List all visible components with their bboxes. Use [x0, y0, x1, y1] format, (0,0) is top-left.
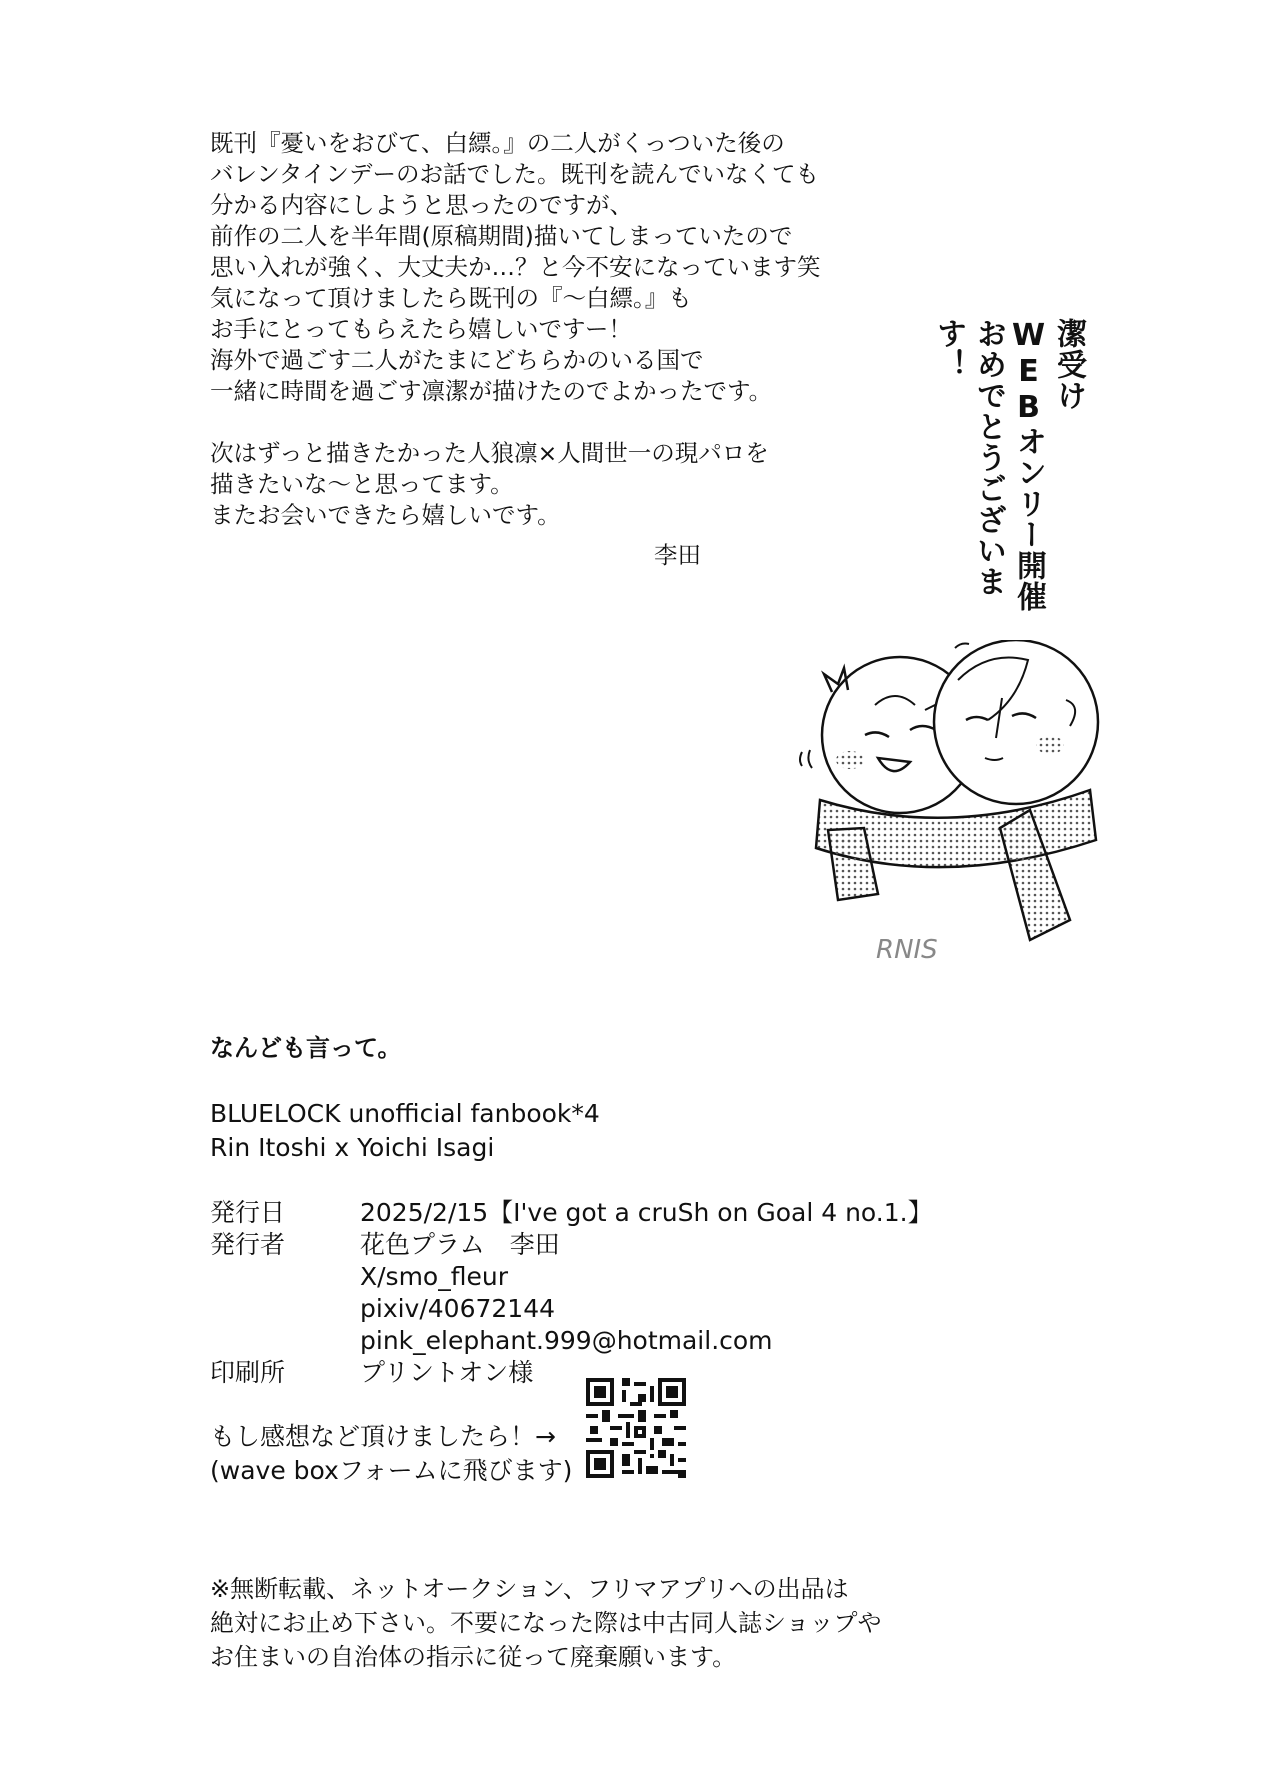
afterword-line: 描きたいな〜と思ってます。 — [210, 470, 514, 498]
celebration-line: おめでとうございます！ — [931, 318, 1006, 597]
afterword-paragraph-1 — [210, 128, 890, 407]
afterword-line: 気になって頂けましたら既刊の『〜白縹。』も — [210, 284, 692, 312]
info-value: pixiv/40672144 — [360, 1294, 556, 1323]
afterword-line: またお会いできたら嬉しいです。 — [210, 501, 561, 529]
info-value: 2025/2/15【I've got a cruSh on Goal 4 no.1.】 — [360, 1198, 933, 1227]
colophon — [210, 1028, 1110, 1389]
celebration-message — [928, 318, 1088, 658]
afterword-line: 前作の二人を半年間(原稿期間)描いてしまっていたので — [210, 222, 793, 250]
info-label: 発行日 — [210, 1198, 286, 1227]
afterword — [210, 128, 890, 562]
afterword-line: 海外で過ごす二人がたまにどちらかのいる国で — [210, 346, 704, 374]
afterword-line: バレンタインデーのお話でした。既刊を読んでいなくても — [210, 160, 820, 188]
book-subtitle-line: Rin Itoshi x Yoichi Isagi — [210, 1133, 495, 1162]
info-label — [210, 1293, 360, 1325]
info-label: 発行者 — [210, 1230, 286, 1259]
table-row — [210, 1325, 933, 1357]
table-row — [210, 1229, 933, 1261]
afterword-line: 次はずっと描きたかった人狼凛×人間世一の現パロを — [210, 439, 769, 467]
afterword-line: 既刊『憂いをおびて、白縹。』の二人がくっついた後の — [210, 129, 785, 157]
book-subtitle — [210, 1097, 1110, 1165]
notice-line: 絶対にお止め下さい。不要になった際は中古同人誌ショップや — [210, 1609, 882, 1637]
table-row — [210, 1293, 933, 1325]
publication-info-table — [210, 1197, 933, 1389]
afterword-line: お手にとってもらえたら嬉しいですー！ — [210, 315, 632, 343]
afterword-line: 思い入れが強く、大丈夫か…？と今不安になっています笑 — [210, 253, 821, 281]
table-row — [210, 1357, 933, 1389]
afterword-paragraph-2 — [210, 438, 890, 531]
info-value: pink_elephant.999@hotmail.com — [360, 1326, 773, 1355]
afterword-line: 一緒に時間を過ごす凛潔が描けたのでよかったです。 — [210, 377, 773, 405]
feedback-line: もし感想など頂けましたら！→ — [210, 1422, 556, 1451]
book-title: なんども言って。 — [210, 1034, 402, 1062]
notice-line: お住まいの自治体の指示に従って廃棄願います。 — [210, 1643, 737, 1671]
notice-line: ※無断転載、ネットオークション、フリマアプリへの出品は — [210, 1575, 849, 1603]
celebration-line: WEBオンリー開催 — [1011, 318, 1046, 612]
feedback-line: (wave boxフォームに飛びます) — [210, 1456, 573, 1485]
info-label — [210, 1261, 360, 1293]
book-subtitle-line: BLUELOCK unofficial fanbook*4 — [210, 1099, 600, 1128]
chibi-rin-isagi-scarf-illustration — [780, 640, 1130, 980]
author-signature: 李田 — [654, 541, 701, 569]
illustration-caption: RNIS — [876, 935, 938, 965]
info-value: 花色プラム 李田 — [360, 1230, 560, 1259]
qr-code-icon[interactable] — [586, 1378, 686, 1478]
notice — [210, 1572, 882, 1674]
info-label — [210, 1325, 360, 1357]
feedback-prompt — [210, 1420, 572, 1488]
table-row — [210, 1261, 933, 1293]
info-value: X/smo_fleur — [360, 1262, 508, 1291]
info-value: プリントオン様 — [360, 1358, 534, 1387]
info-label: 印刷所 — [210, 1358, 286, 1387]
afterword-line: 分かる内容にしようと思ったのですが、 — [210, 191, 633, 219]
celebration-line: 潔受け — [1051, 318, 1086, 411]
table-row — [210, 1197, 933, 1229]
